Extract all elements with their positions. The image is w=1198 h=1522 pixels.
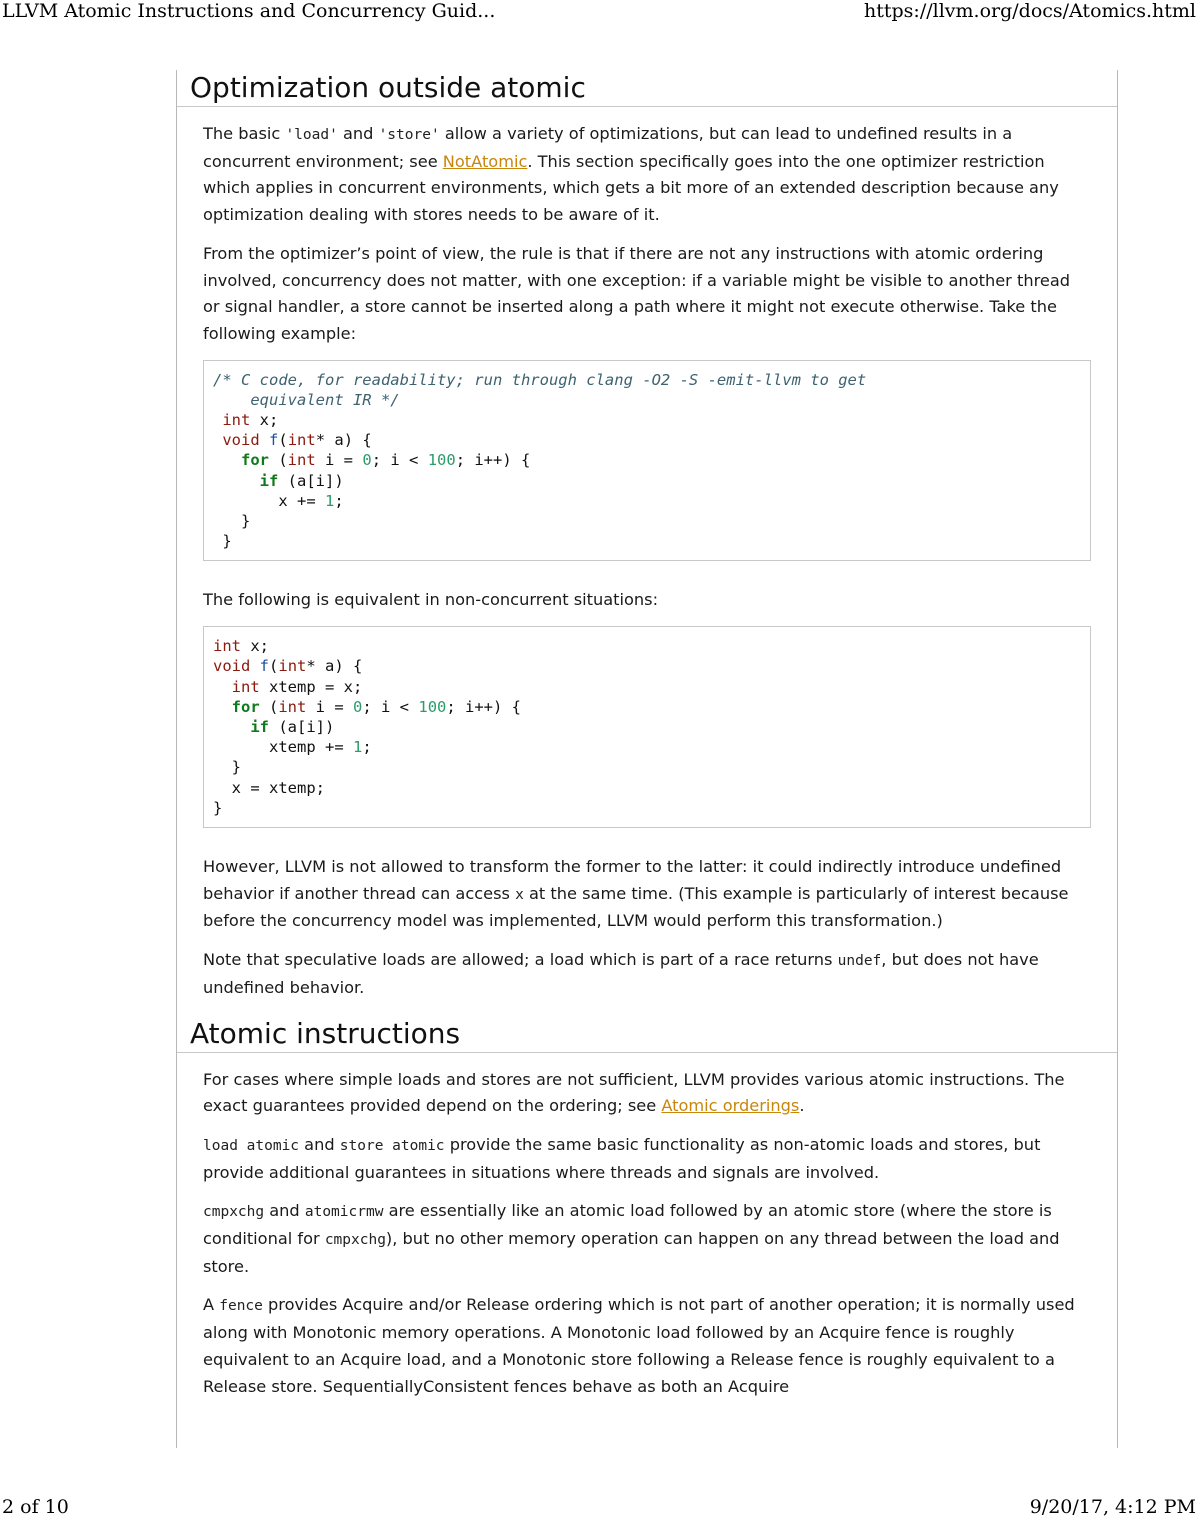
paragraph-llvm-not-allowed: However, LLVM is not allowed to transform the former to the latter: it could indirectly introduce undefined behavior if another thread can access x at the same time. (This example is particularly of interest because before the concurrency model was implemented, LLVM would perform this transformation.) xyxy=(203,856,1069,931)
inline-code-load: 'load' xyxy=(285,127,338,143)
document-content xyxy=(176,70,1118,1448)
inline-code-atomicrmw: atomicrmw xyxy=(304,1204,384,1221)
print-header xyxy=(0,0,1198,26)
section-body-atomic-instructions xyxy=(177,1053,1117,1401)
paragraph-load-store-atomic: load atomic and store atomic provide the same basic functionality as non-atomic loads and stores, but provide additional guarantees in situations where threads and signals are involved. xyxy=(203,1134,1041,1182)
link-notatomic[interactable]: NotAtomic xyxy=(442,151,528,171)
print-footer xyxy=(0,1496,1198,1522)
paragraph-intro: The basic 'load' and 'store' allow a variety of optimizations, but can lead to undefined results in a concurrent environment; see NotAtomic. This section specifically goes into the one optimizer restriction which applies in concurrent environments, which gets a bit more of an extended description because any optimization dealing with stores needs to be aware of it. xyxy=(203,124,1059,225)
section-heading-optimization: Optimization outside atomic xyxy=(177,70,1117,107)
inline-code-load-atomic: load atomic xyxy=(203,1137,300,1154)
link-atomic-orderings[interactable]: Atomic orderings xyxy=(661,1096,800,1116)
paragraph-optimizer-rule: From the optimizer’s point of view, the rule is that if there are not any instructions with atomic ordering involved, concurrency does not matter, with one exception: if a variable might be visible to another thread or signal handler, a store cannot be inserted along a path where it might not execute otherwise. Take the following example: xyxy=(203,243,1071,343)
paragraph-speculative-loads: Note that speculative loads are allowed; a load which is part of a race returns undef, but does not have undefined behavior. xyxy=(203,950,1039,997)
page-number: 2 of 10 xyxy=(2,1496,69,1518)
paragraph-cmpxchg-atomicrmw: cmpxchg and atomicrmw are essentially like an atomic load followed by an atomic store (where the store is conditional for cmpxchg), but no other memory operation can happen on any thread between the load and store. xyxy=(203,1201,1060,1276)
code-block-c-example: /* C code, for readability; run through clang -O2 -S -emit-llvm to get equivalent IR */ int x; void f(int* a) { for (int i = 0; i < 100; i++) { if (a[i]) x += 1; } } xyxy=(203,360,1091,562)
paragraph-equivalent: The following is equivalent in non-concurrent situations: xyxy=(203,590,659,610)
inline-code-store-atomic: store atomic xyxy=(339,1137,445,1154)
print-datetime: 9/20/17, 4:12 PM xyxy=(1029,1496,1196,1518)
inline-code-fence: fence xyxy=(219,1298,263,1315)
inline-code-store: 'store' xyxy=(378,127,440,143)
inline-code-x: x xyxy=(515,886,524,903)
inline-code-cmpxchg: cmpxchg xyxy=(203,1204,265,1221)
code-block-equivalent: int x; void f(int* a) { int xtemp = x; for (int i = 0; i < 100; i++) { if (a[i]) xtemp += 1; } x = xtemp; } xyxy=(203,626,1091,828)
page-title: LLVM Atomic Instructions and Concurrency Guid... xyxy=(2,0,496,22)
paragraph-atomic-intro: For cases where simple loads and stores are not sufficient, LLVM provides various atomic instructions. The exact guarantees provided depend on the ordering; see Atomic orderings. xyxy=(203,1069,1065,1116)
paragraph-fence: A fence provides Acquire and/or Release ordering which is not part of another operation; it is normally used along with Monotonic memory operations. A Monotonic load followed by an Acquire fence is roughly equivalent to an Acquire load, and a Monotonic store following a Release fence is roughly equivalent to a Release store. SequentiallyConsistent fences behave as both an Acquire xyxy=(203,1295,1075,1396)
section-heading-atomic-instructions: Atomic instructions xyxy=(177,1016,1117,1053)
section-body-optimization xyxy=(177,107,1117,1002)
inline-code-undef: undef xyxy=(837,953,882,970)
inline-code-cmpxchg-2: cmpxchg xyxy=(324,1232,386,1249)
page-url: https://llvm.org/docs/Atomics.html xyxy=(864,0,1196,22)
